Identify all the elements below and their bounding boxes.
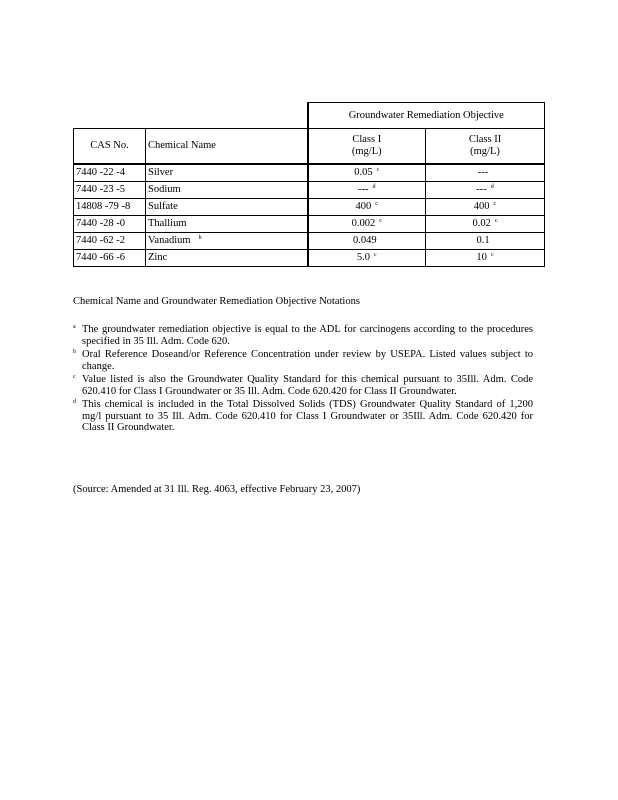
class1-value-cell-text: 0.002: [351, 218, 376, 230]
cas-cell: [74, 164, 146, 182]
chemical-name-cell-text: Silver: [148, 167, 174, 179]
table-row: [74, 164, 545, 182]
objective-header-row: [74, 103, 545, 129]
class2-value-cell: [426, 216, 545, 233]
note-item: [73, 399, 533, 434]
chemical-name-cell: [146, 182, 308, 199]
note-item: [73, 349, 533, 372]
cas-cell-text: 7440 -28 -0: [76, 218, 125, 230]
class2-value-cell-text: 0.1: [476, 235, 490, 247]
chemical-name-cell-text: Thallium: [148, 218, 187, 230]
cas-cell: [74, 199, 146, 216]
table-body: [74, 164, 545, 267]
class1-header-unit: (mg/L): [351, 146, 382, 157]
table-row: [74, 250, 545, 267]
class1-value-cell-text: 5.0: [356, 252, 370, 264]
table-row: [74, 199, 545, 216]
footnote-marker: c: [375, 200, 378, 207]
cas-cell: [74, 182, 146, 199]
footnote-marker: c: [379, 217, 382, 224]
chemical-name-cell-text: Sulfate: [148, 201, 178, 213]
chemical-name-cell: [146, 216, 308, 233]
footnote-marker: c: [494, 217, 498, 224]
cas-cell-text: 14808 -79 -8: [76, 201, 131, 213]
class1-value-cell-text: ---: [358, 184, 369, 196]
class2-header-label: Class II: [468, 134, 502, 146]
table-row: [74, 233, 545, 250]
note-text: Oral Reference Doseand/or Reference Concentration under review by USEPA. Listed values subject to change.: [82, 349, 533, 372]
cas-header: CAS No.: [74, 129, 146, 165]
note-text: This chemical is included in the Total Dissolved Solids (TDS) Groundwater Quality Standard of 1,200 mg/l pursuant to 35 Ill. Adm. Code 620.410 for Class I Groundwater or 35Ill. Adm. Code 620.420 for Class II Groundwater.: [82, 399, 533, 433]
note-text: Value listed is also the Groundwater Quality Standard for this chemical pursuant to 35Ill. Adm. Code 620.410 for Class I Groundwater or 35 Ill. Adm. Code 620.420 for Class II Groundwater.: [82, 374, 533, 397]
class2-value-cell: [426, 182, 545, 199]
class2-header: [426, 129, 545, 165]
footnote-marker: c: [376, 166, 380, 173]
chemical-name-header: Chemical Name: [146, 129, 308, 165]
note-marker: c: [73, 374, 76, 380]
note-marker: d: [73, 399, 76, 405]
note-marker: b: [73, 349, 76, 355]
class2-value-cell-text: ---: [477, 167, 489, 179]
footnote-marker: c: [493, 200, 497, 207]
class1-value-cell-text: 0.049: [352, 235, 377, 247]
notes-title: Chemical Name and Groundwater Remediation Objective Notations: [73, 296, 360, 307]
note-item: [73, 324, 533, 347]
footnote-marker: d: [490, 183, 494, 190]
cas-cell: [74, 250, 146, 267]
note-marker: a: [73, 324, 76, 330]
column-header-row: [74, 129, 545, 165]
note-text: The groundwater remediation objective is equal to the ADL for carcinogens according to the procedures specified in 35 Ill. Adm. Code 620.: [82, 324, 533, 347]
chemical-name-cell: [146, 250, 308, 267]
table-row: [74, 182, 545, 199]
class1-value-cell: [308, 164, 426, 182]
chemical-name-cell: [146, 164, 308, 182]
class2-value-cell: [426, 164, 545, 182]
cas-cell-text: 7440 -22 -4: [76, 167, 125, 179]
chemical-name-cell-text: Zinc: [148, 252, 168, 264]
class2-value-cell: [426, 250, 545, 267]
note-item: [73, 374, 533, 397]
class2-value-cell: [426, 233, 545, 250]
cas-cell: [74, 233, 146, 250]
class1-value-cell: [308, 199, 426, 216]
footnote-marker: b: [198, 234, 202, 241]
class2-header-unit: (mg/L): [470, 146, 500, 157]
class1-header: [308, 129, 426, 165]
cas-cell-text: 7440 -23 -5: [76, 184, 125, 196]
cas-cell-text: 7440 -62 -2: [76, 235, 125, 247]
class2-value-cell-text: 400: [473, 201, 490, 213]
footnote-marker: c: [490, 251, 494, 258]
objective-header: Groundwater Remediation Objective: [308, 103, 545, 129]
cas-cell: [74, 216, 146, 233]
footnote-marker: d: [372, 183, 376, 190]
class1-value-cell: [308, 233, 426, 250]
cas-cell-text: 7440 -66 -6: [76, 252, 125, 264]
class1-value-cell-text: 0.05: [354, 167, 373, 179]
chemical-name-cell-text: Sodium: [148, 184, 181, 196]
class1-header-label: Class I: [352, 134, 382, 146]
class2-value-cell-text: 0.02: [472, 218, 491, 230]
remediation-objectives-table: [73, 102, 545, 267]
class1-value-cell: [308, 250, 426, 267]
chemical-name-cell-text: Vanadium: [148, 235, 191, 247]
chemical-name-cell: [146, 199, 308, 216]
class2-value-cell: [426, 199, 545, 216]
notes-list: [73, 324, 533, 436]
chemical-name-cell: [146, 233, 308, 250]
table-row: [74, 216, 545, 233]
class2-value-cell-text: ---: [476, 184, 487, 196]
class1-value-cell: [308, 216, 426, 233]
source-citation: (Source: Amended at 31 Ill. Reg. 4063, effective February 23, 2007): [73, 484, 361, 495]
class2-value-cell-text: 10: [476, 252, 487, 264]
footnote-marker: c: [373, 251, 377, 258]
class1-value-cell-text: 400: [355, 201, 372, 213]
class1-value-cell: [308, 182, 426, 199]
